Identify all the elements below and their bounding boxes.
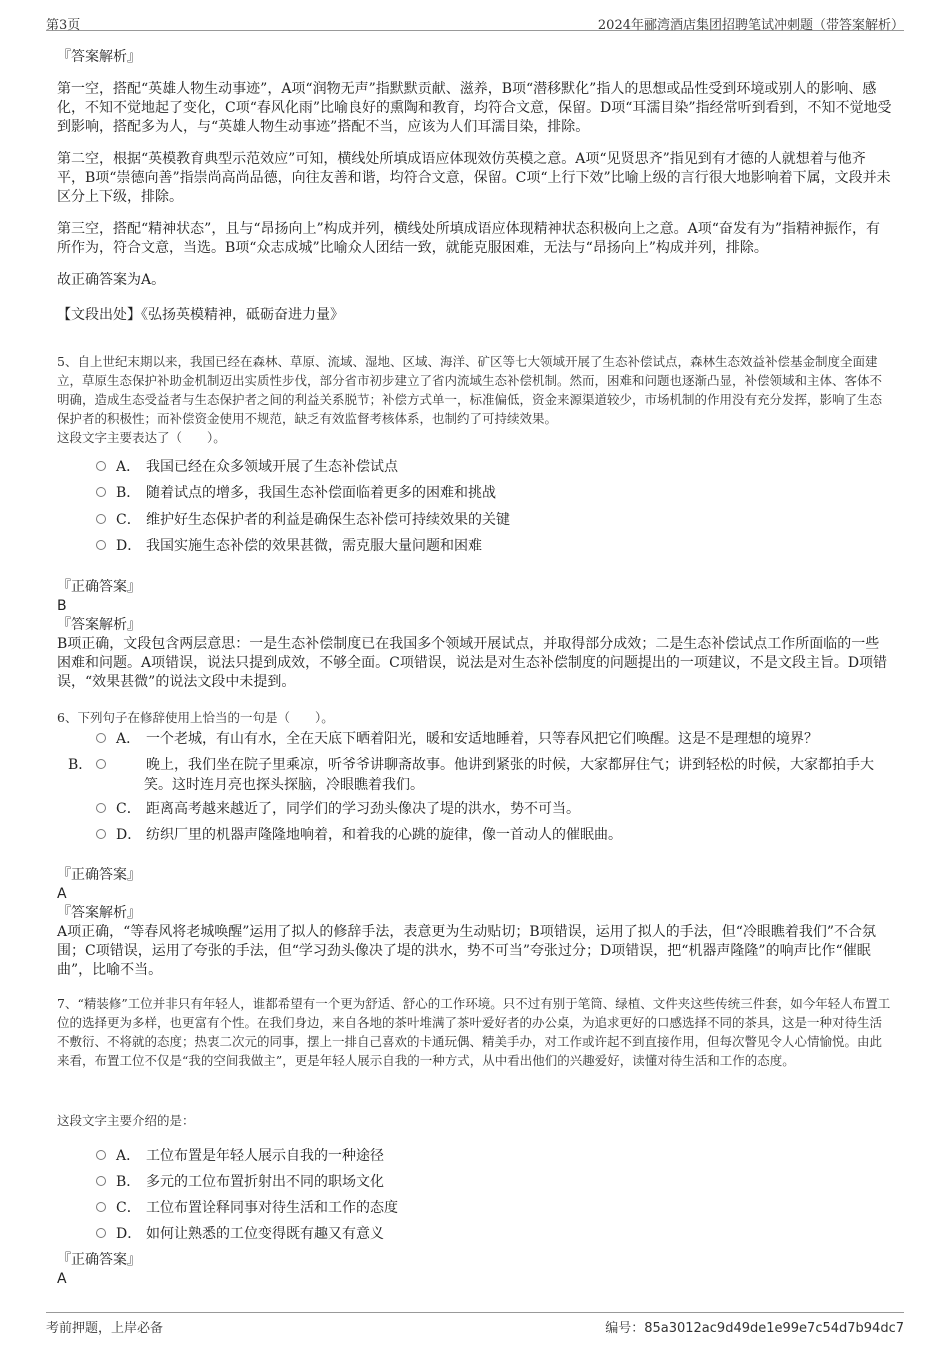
q5-option-a[interactable]: A． 我国已经在众多领域开展了生态补偿试点 xyxy=(96,457,896,477)
q7-stem: 7、“精装修”工位并非只有年轻人，谁都希望有一个更为舒适、舒心的工作环境。只不过有别于笔筒、绿植、文件夹这些传统三件套，如今年轻人布置工位的选择更为多样，也更富有个性。在我们身边，来自各地的茶叶堆满了茶叶爱好者的办公桌，为追求更好的口感选择不同的茶具，这是一种对待生活不敷衍、不将就的态度；热衷二次元的同事，摆上一排自己喜欢的卡通玩偶、精美手办，对工作或许起不到直接作用，但每次瞥见令人心情愉悦。由此来看，布置工位不仅是“我的空间我做主”，更是年轻人展示自我的一种方式，从中看出他们的兴趣爱好，读懂对待生活和工作的态度。 xyxy=(57,996,891,1068)
q5-answer-block xyxy=(57,578,893,692)
radio-icon[interactable] xyxy=(96,540,106,550)
q6-option-b[interactable]: B． 晚上，我们坐在院子里乘凉，听爷爷讲聊斋故事。他讲到紧张的时候，大家都屏住气；讲到轻松的时候，大家都拍手大笑。这时连月亮也探头探脑，冷眼瞧着我们。 xyxy=(68,757,874,793)
radio-icon[interactable] xyxy=(96,733,106,743)
page-footer xyxy=(46,1312,904,1335)
q7-option-a[interactable]: A． 工位布置是年轻人展示自我的一种途径 xyxy=(96,1146,896,1166)
q4-analysis-p1: 第一空，搭配“英雄人物生动事迹”，A项“润物无声”指默默贡献、滋养，B项“潜移默化”指人的思想或品性受到环境或别人的影响、感化，不知不觉地起了变化，C项“春风化雨”比喻良好的熏陶和教育，均符合文意，保留。D项“耳濡目染”指经常听到看到，不知不觉地受到影响，搭配多为人，与“英雄人物生动事迹”搭配不当，应该为人们耳濡目染，排除。 xyxy=(57,81,892,135)
q6-stem: 6、下列句子在修辞使用上恰当的一句是（ ）。 xyxy=(57,710,334,725)
radio-icon[interactable] xyxy=(96,461,106,471)
q5-answer-tag: 『正确答案』 xyxy=(57,579,141,595)
q7-option-c[interactable]: C． 工位布置诠释同事对待生活和工作的态度 xyxy=(96,1198,896,1218)
page-number: 第3页 xyxy=(46,18,81,33)
q5-analysis-tag: 『答案解析』 xyxy=(57,617,141,633)
radio-icon[interactable] xyxy=(96,803,106,813)
radio-icon[interactable] xyxy=(96,759,106,769)
q4-analysis-tag: 『答案解析』 xyxy=(57,49,141,65)
radio-icon[interactable] xyxy=(96,1228,106,1238)
document-code xyxy=(605,1317,904,1336)
q7-ask: 这段文字主要介绍的是： xyxy=(57,1113,195,1128)
q5-ask: 这段文字主要表达了（ ）。 xyxy=(57,430,226,445)
radio-icon[interactable] xyxy=(96,514,106,524)
q6-option-a[interactable]: A． 一个老城，有山有水，全在天底下晒着阳光，暖和安适地睡着，只等春风把它们唤醒。这是不是理想的境界？ xyxy=(96,729,896,749)
q5-option-c[interactable]: C． 维护好生态保护者的利益是确保生态补偿可持续效果的关键 xyxy=(96,510,896,530)
q4-source: 【文段出处】《弘扬英模精神，砥砺奋进力量》 xyxy=(57,307,344,323)
q5-analysis: B项正确，文段包含两层意思：一是生态补偿制度已在我国多个领域开展试点，并取得部分成效；二是生态补偿试点工作所面临的一些困难和问题。A项错误，说法只提到成效，不够全面。C项错误，说法是对生态补偿制度的问题提出的一项建议，不是文段主旨。D项错误，“效果甚微”的说法文段中未提到。 xyxy=(57,636,888,690)
q6-analysis-tag: 『答案解析』 xyxy=(57,905,141,921)
q5-option-d[interactable]: D． 我国实施生态补偿的效果甚微，需克服大量问题和困难 xyxy=(96,536,896,556)
q6-analysis: A项正确，“等春风将老城唤醒”运用了拟人的修辞手法，表意更为生动贴切；B项错误，运用了拟人的手法，但“冷眼瞧着我们”不合氛围；C项错误，运用了夸张的手法，但“学习劲头像决了堤的洪水，势不可当”夸张过分；D项错误，把“机器声隆隆”的响声比作“催眠曲”，比喻不当。 xyxy=(57,924,877,978)
q4-analysis-p3: 第三空，搭配“精神状态”，且与“昂扬向上”构成并列，横线处所填成语应体现精神状态积极向上之意。A项“奋发有为”指精神振作，有所作为，符合文意，当选。B项“众志成城”比喻众人团结一致，就能克服困难，无法与“昂扬向上”构成并列，排除。 xyxy=(57,221,881,256)
page-header xyxy=(46,8,904,31)
q5-answer: B xyxy=(57,598,67,614)
q6-option-d[interactable]: D． 纺织厂里的机器声隆隆地响着，和着我的心跳的旋律，像一首动人的催眠曲。 xyxy=(96,825,896,845)
radio-icon[interactable] xyxy=(96,829,106,839)
radio-icon[interactable] xyxy=(96,1202,106,1212)
q7-answer-block xyxy=(57,1251,893,1289)
document-code-value: 85a3012ac9d49de1e99e7c54d7b94dc7 xyxy=(644,1321,904,1336)
document-title: 2024年郦湾酒店集团招聘笔试冲刺题（带答案解析） xyxy=(597,18,904,33)
q5-stem: 5、自上世纪末期以来，我国已经在森林、草原、流域、湿地、区域、海洋、矿区等七大领域开展了生态补偿试点，森林生态效益补偿基金制度全面建立，草原生态保护补助金机制迈出实质性步伐，部分省市初步建立了省内流域生态补偿机制。然而，困难和问题也逐渐凸显，补偿领域和主体、客体不明确，造成生态受益者与生态保护者之间的利益关系脱节；补偿方式单一，标准偏低，资金来源渠道较少，市场机制的作用没有充分发挥，影响了生态保护者的积极性；而补偿资金使用不规范，缺乏有效监督考核体系，也制约了可持续效果。 这段文字主要表达了（ ）。 xyxy=(57,352,893,447)
q6-option-c[interactable]: C． 距离高考越来越近了，同学们的学习劲头像决了堤的洪水，势不可当。 xyxy=(96,799,896,819)
q7-answer: A xyxy=(57,1271,67,1287)
q7-option-d[interactable]: D． 如何让熟悉的工位变得既有趣又有意义 xyxy=(96,1224,896,1244)
radio-icon[interactable] xyxy=(96,487,106,497)
footer-slogan: 考前押题，上岸必备 xyxy=(46,1321,164,1336)
document-code-label: 编号： xyxy=(605,1321,645,1336)
radio-icon[interactable] xyxy=(96,1176,106,1186)
q6-answer-block xyxy=(57,866,893,980)
q4-conclusion: 故正确答案为A。 xyxy=(57,272,166,288)
q7-answer-tag: 『正确答案』 xyxy=(57,1252,141,1268)
q4-analysis-p2: 第二空，根据“英模教育典型示范效应”可知，横线处所填成语应体现效仿英模之意。A项“见贤思齐”指见到有才德的人就想着与他齐平，B项“崇德向善”指崇尚高尚品德，向往友善和谐，均符合文意，保留。C项“上行下效”比喻上级的言行很大地影响着下属，文段并未区分上下级，排除。 xyxy=(57,151,891,205)
q7-option-b[interactable]: B． 多元的工位布置折射出不同的职场文化 xyxy=(96,1172,896,1192)
radio-icon[interactable] xyxy=(96,1150,106,1160)
q6-answer: A xyxy=(57,886,67,902)
q6-answer-tag: 『正确答案』 xyxy=(57,867,141,883)
q5-option-b[interactable]: B． 随着试点的增多，我国生态补偿面临着更多的困难和挑战 xyxy=(96,483,896,503)
